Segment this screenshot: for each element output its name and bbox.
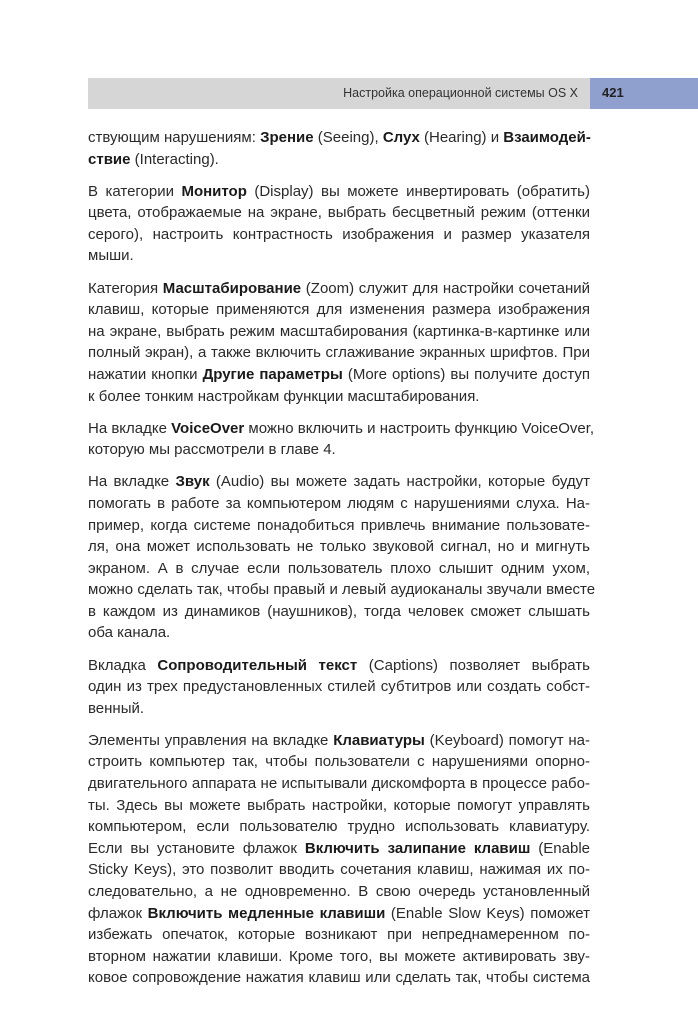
text-run: полный экран), а также включить сглаживание экранных шрифтов. При bbox=[88, 344, 590, 362]
text-line bbox=[88, 730, 590, 752]
text-run: компьютером, если пользователю трудно использовать клавиатуру. bbox=[88, 818, 590, 836]
text-line bbox=[88, 903, 590, 925]
text-line bbox=[88, 149, 590, 171]
text-line bbox=[88, 493, 590, 515]
text-line bbox=[88, 816, 590, 838]
text-run: (Captions) позволяет выбрать bbox=[357, 656, 590, 674]
text-run: клавиш, которые применяются для изменения размера изображения bbox=[88, 301, 590, 319]
text-run: помогать в работе за компьютером людям с нарушениями слуха. На- bbox=[88, 494, 590, 512]
text-run: (Hearing) и bbox=[419, 129, 504, 146]
paragraph bbox=[88, 418, 595, 461]
text-run: На вкладке bbox=[88, 473, 176, 491]
text-run: (Enable Slow Keys) поможет bbox=[385, 904, 590, 922]
text-line bbox=[88, 181, 590, 203]
text-run: флажок bbox=[88, 904, 148, 922]
text-run: (Audio) вы можете задать настройки, которые будут bbox=[209, 473, 590, 491]
text-run: (Enable bbox=[530, 839, 590, 857]
text-run: Категория bbox=[88, 279, 163, 297]
text-run: в каждом из динамиков (наушников), тогда человек сможет слышать bbox=[88, 602, 590, 620]
text-run: (Seeing), bbox=[313, 129, 383, 146]
text-run: можно сделать так, чтобы правый и левый аудиоканалы звучали вместе bbox=[88, 581, 596, 599]
bold-term: Включить залипание клавиш bbox=[304, 839, 531, 857]
bold-term: Зрение bbox=[260, 129, 314, 146]
text-line bbox=[88, 924, 590, 946]
text-run: вторном нажатии клавиши. Кроме того, вы можете активировать зву- bbox=[88, 947, 590, 965]
text-run: Элементы управления на вкладке bbox=[88, 731, 334, 749]
paragraph bbox=[88, 655, 590, 720]
text-run: ковое сопровождение нажатия клавиш или сделать так, чтобы система bbox=[88, 969, 590, 987]
text-run: оба канала. bbox=[88, 624, 171, 642]
bold-term: Монитор bbox=[181, 182, 247, 200]
page-body bbox=[88, 127, 596, 999]
text-line bbox=[88, 655, 590, 677]
text-run: ствующим нарушениям: bbox=[88, 129, 261, 146]
text-line bbox=[88, 418, 595, 440]
text-run: На вкладке bbox=[88, 419, 172, 437]
paragraph bbox=[88, 181, 590, 267]
text-run: венный. bbox=[88, 699, 145, 717]
text-line bbox=[88, 881, 590, 903]
paragraph bbox=[88, 730, 590, 989]
text-line bbox=[88, 364, 590, 386]
text-line bbox=[88, 342, 590, 364]
text-line bbox=[88, 386, 590, 408]
bold-term: Звук bbox=[175, 473, 210, 491]
running-header-title: Настройка операционной системы OS X bbox=[343, 86, 578, 100]
paragraph bbox=[88, 127, 590, 170]
text-run: строить компьютер так, чтобы пользователи с нарушениями опорно- bbox=[88, 753, 590, 771]
text-run: пример, когда системе понадобиться привлечь внимание пользовате- bbox=[88, 516, 590, 534]
text-line bbox=[88, 698, 590, 720]
text-run: В категории bbox=[88, 182, 182, 200]
bold-term: Другие параметры bbox=[202, 365, 343, 383]
text-run: которую мы рассмотрели в главе 4. bbox=[88, 441, 336, 459]
text-line bbox=[88, 536, 590, 558]
paragraph bbox=[88, 278, 590, 408]
text-run: нажатии кнопки bbox=[88, 365, 203, 383]
text-run: на экране, выбрать режим масштабирования (картинка-в-картинке или bbox=[88, 322, 590, 340]
text-line bbox=[88, 439, 590, 461]
running-header bbox=[88, 78, 590, 109]
text-line bbox=[88, 278, 590, 300]
bold-term: VoiceOver bbox=[171, 419, 245, 437]
page-number-box bbox=[590, 78, 698, 109]
text-run: (Interacting). bbox=[130, 150, 219, 168]
text-line bbox=[88, 224, 590, 246]
text-run: серого), настроить контрастность изображения и размер указателя bbox=[88, 225, 590, 243]
text-line bbox=[88, 202, 590, 224]
text-line bbox=[88, 838, 590, 860]
text-run: Sticky Keys), это позволит вводить сочетания клавиш, нажимая их по- bbox=[88, 861, 590, 879]
bold-term: Сопроводительный текст bbox=[157, 656, 358, 674]
text-run: двигательного аппарата не испытывали дискомфорта в процессе рабо- bbox=[88, 775, 590, 793]
text-line bbox=[88, 558, 590, 580]
text-line bbox=[88, 795, 590, 817]
bold-term: Слух bbox=[382, 129, 420, 146]
paragraph bbox=[88, 471, 596, 644]
text-run: Вкладка bbox=[88, 656, 158, 674]
text-run: (Keyboard) помогут на- bbox=[424, 731, 590, 749]
text-run: (Display) вы можете инвертировать (обратить) bbox=[246, 182, 590, 200]
text-line bbox=[88, 967, 590, 989]
bold-term: ствие bbox=[88, 150, 131, 168]
text-run: (Zoom) служит для настройки сочетаний bbox=[301, 279, 590, 297]
text-run: ля, она может использовать не только звуковой сигнал, но и мигнуть bbox=[88, 538, 590, 556]
text-line bbox=[88, 946, 590, 968]
text-line bbox=[88, 321, 590, 343]
text-run: избежать опечаток, которые возникают при непреднамеренном по- bbox=[88, 926, 590, 944]
text-line bbox=[88, 245, 590, 267]
text-line bbox=[88, 299, 590, 321]
text-line bbox=[88, 773, 590, 795]
text-run: ты. Здесь вы можете выбрать настройки, которые помогут управлять bbox=[88, 796, 590, 814]
text-line bbox=[88, 127, 590, 149]
text-line bbox=[88, 579, 596, 601]
text-line bbox=[88, 515, 590, 537]
bold-term: Включить медленные клавиши bbox=[147, 904, 386, 922]
bold-term: Масштабирование bbox=[162, 279, 302, 297]
page-number: 421 bbox=[602, 85, 624, 100]
text-run: следовательно, а не одновременно. В свою очередь установленный bbox=[88, 883, 590, 900]
text-run: к более тонким настройкам функции масштабирования. bbox=[88, 387, 480, 405]
text-run: цвета, отображаемые на экране, выбрать бесцветный режим (оттенки bbox=[88, 204, 590, 222]
text-line bbox=[88, 676, 590, 698]
text-line bbox=[88, 471, 590, 493]
text-run: один из трех предустановленных стилей субтитров или создать собст- bbox=[88, 678, 590, 696]
bold-term: Взаимодей- bbox=[503, 129, 591, 146]
text-run: экраном. А в случае если пользователь плохо слышит одним ухом, bbox=[88, 559, 590, 577]
text-line bbox=[88, 751, 590, 773]
text-run: можно включить и настроить функцию VoiceOver, bbox=[244, 419, 595, 437]
text-line bbox=[88, 622, 590, 644]
text-line bbox=[88, 601, 590, 623]
bold-term: Клавиатуры bbox=[333, 731, 425, 749]
text-run: Если вы установите флажок bbox=[88, 839, 305, 857]
text-line bbox=[88, 859, 590, 881]
text-run: (More options) вы получите доступ bbox=[342, 365, 590, 383]
text-run: мыши. bbox=[88, 247, 134, 265]
